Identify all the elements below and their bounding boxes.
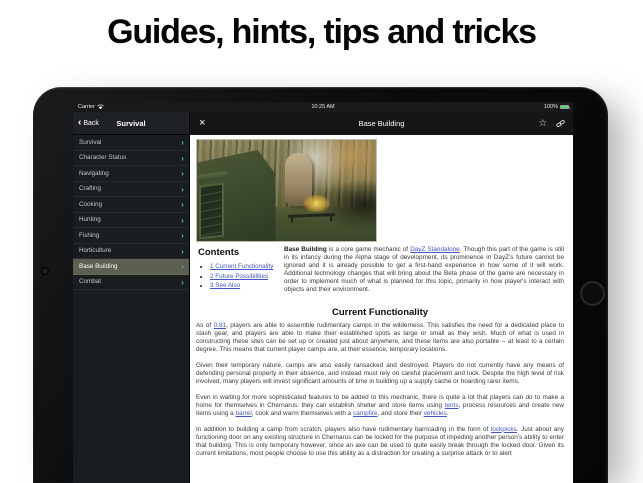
contents-title: Contents bbox=[198, 247, 240, 258]
sidebar-item-crafting[interactable] bbox=[73, 182, 189, 198]
contents-link-current-functionality[interactable]: 1 Current Functionality bbox=[210, 263, 274, 271]
close-icon[interactable]: × bbox=[199, 117, 206, 129]
sidebar-title: Survival bbox=[116, 119, 146, 128]
article-link[interactable]: campfire bbox=[353, 410, 378, 417]
battery-percent: 100% bbox=[543, 104, 558, 110]
chevron-right-icon: › bbox=[181, 230, 184, 240]
text-segment: . Though this part of the game is still in its infancy during the Alpha stage of development, its prominence in DayZ's future cannot be ignored and it is already possible to get a first-hand experience in how some of it will work. Additional technology changes that will bring about the Beta phase of the game are necessary in order to implement much of what is planned for this topic, primarily in how player's interact with objects and their environment. bbox=[284, 246, 564, 294]
sidebar-item-label: Horticulture bbox=[79, 247, 112, 255]
sidebar-item-label: Cooking bbox=[79, 200, 103, 208]
ipad-screen bbox=[73, 102, 573, 483]
carrier-label: Carrier bbox=[78, 104, 95, 110]
sidebar bbox=[73, 112, 190, 483]
sidebar-item-horticulture[interactable] bbox=[73, 244, 189, 260]
sidebar-item-label: Combat bbox=[79, 278, 102, 286]
status-time: 10:25 AM bbox=[311, 104, 335, 110]
sidebar-navbar bbox=[73, 112, 189, 135]
contents-list-item bbox=[210, 281, 284, 291]
campsite-photo bbox=[196, 139, 377, 242]
share-link-icon[interactable] bbox=[556, 119, 565, 128]
text-segment: , and store their bbox=[377, 410, 424, 417]
contents-box bbox=[196, 246, 284, 291]
sidebar-item-label: Navigating bbox=[79, 169, 109, 177]
article-link[interactable]: barrel bbox=[235, 410, 252, 417]
ipad-device bbox=[33, 87, 608, 483]
sidebar-item-label: Crafting bbox=[79, 185, 102, 193]
text-segment: Even in waiting for more sophisticated features to be added to this mechanic, there is quite a lot that players can do to make a home for themselves in Chernarus: they can establish shelter and store items using bbox=[196, 393, 564, 409]
chevron-right-icon: › bbox=[181, 168, 184, 178]
intro-paragraph bbox=[284, 246, 564, 295]
sidebar-item-base-building[interactable] bbox=[73, 259, 189, 275]
article-paragraph bbox=[196, 322, 564, 354]
contents-list-item bbox=[210, 262, 284, 272]
sidebar-item-fishing[interactable] bbox=[73, 228, 189, 244]
chevron-right-icon: › bbox=[181, 261, 184, 271]
chevron-right-icon: › bbox=[181, 152, 184, 163]
contents-list bbox=[198, 262, 284, 291]
sidebar-item-label: Character Status bbox=[79, 154, 127, 162]
article-link[interactable]: tents bbox=[444, 401, 459, 409]
status-bar bbox=[73, 102, 573, 112]
article-link[interactable]: lockpicks bbox=[490, 425, 517, 433]
chevron-right-icon: › bbox=[181, 199, 184, 209]
front-camera bbox=[42, 268, 48, 274]
text-segment: is a core game mechanic of bbox=[326, 246, 411, 253]
tent-roll bbox=[196, 171, 228, 182]
content-area bbox=[190, 112, 573, 483]
article bbox=[190, 135, 573, 483]
tent-window bbox=[199, 183, 224, 239]
text-segment: Given their temporary nature, camps are also easily ransacked and destroyed. Players do not currently have any means of defending personal property in their absence, and instead must rely on careful placement and luck. Despite the high level of risk involved, many players will invest significant amounts of time in building up a supply cache or hoarding rarer items. bbox=[196, 362, 564, 386]
text-segment: . bbox=[446, 410, 449, 417]
article-link[interactable]: vehicles bbox=[423, 410, 447, 417]
article-link[interactable]: DayZ Standalone bbox=[410, 246, 460, 253]
sidebar-item-combat[interactable] bbox=[73, 275, 189, 291]
back-chevron-icon: ‹ bbox=[78, 117, 82, 128]
contents-link-see-also[interactable]: 3 See Also bbox=[210, 282, 241, 290]
campfire-glow bbox=[304, 195, 329, 212]
sidebar-item-label: Fishing bbox=[79, 231, 100, 239]
chevron-right-icon: › bbox=[181, 276, 184, 287]
sidebar-item-label: Base Building bbox=[79, 262, 118, 270]
headline: Guides, hints, tips and tricks bbox=[107, 13, 536, 51]
contents-link-future-possibilities[interactable]: 2 Future Possibilities bbox=[210, 272, 269, 280]
text-segment: , players are able to assemble rudimentary camps in the wilderness. This satisfies the need for a dedicated place to stash gear, and players are able to make their established spots as large or small as they wish. Much of what is used in constructing these sites can be set up or created just about anywhere, and these items are also portable -- at least to a certain degree. This means that current player camps are, at their essence, temporary locations. bbox=[196, 322, 564, 354]
text-segment: . Just about any functioning door on any existing structure in Chernarus can be locked for the purpose of impeding another person's ability to enter that building. This is only temporary however, since an axe can be used to quite easily break through the locked door. Given its current limitations, most people choose to use this ability as a distraction for creating a surprise attack or to alert bbox=[196, 425, 564, 457]
article-link[interactable]: 0.61 bbox=[213, 322, 227, 330]
article-paragraph bbox=[196, 362, 564, 386]
contents-list-item bbox=[210, 272, 284, 282]
text-segment: Base Building bbox=[284, 246, 327, 253]
section-heading: Current Functionality bbox=[331, 307, 429, 319]
content-navbar bbox=[190, 112, 573, 135]
article-paragraph bbox=[196, 394, 564, 418]
military-tent bbox=[196, 150, 276, 242]
text-segment: , cook and warm themselves with a bbox=[251, 410, 354, 417]
article-paragraph bbox=[196, 426, 564, 458]
page-title: Base Building bbox=[358, 119, 405, 128]
sidebar-item-label: Hunting bbox=[79, 216, 101, 224]
favorite-star-icon[interactable]: ☆ bbox=[538, 117, 547, 129]
sidebar-item-character-status[interactable] bbox=[73, 151, 189, 167]
sidebar-item-navigating[interactable] bbox=[73, 166, 189, 182]
home-button[interactable] bbox=[580, 281, 605, 306]
back-label: Back bbox=[83, 120, 99, 127]
text-segment: As of bbox=[196, 322, 214, 330]
text-segment: , process resources and create new items using a bbox=[196, 401, 564, 417]
chevron-right-icon: › bbox=[181, 214, 184, 225]
sidebar-item-survival[interactable] bbox=[73, 135, 189, 151]
chevron-right-icon: › bbox=[181, 183, 184, 194]
battery-icon bbox=[560, 105, 569, 110]
sidebar-item-hunting[interactable] bbox=[73, 213, 189, 229]
chevron-right-icon: › bbox=[181, 245, 184, 256]
sidebar-item-cooking[interactable] bbox=[73, 197, 189, 213]
sidebar-item-label: Survival bbox=[79, 138, 102, 146]
chevron-right-icon: › bbox=[181, 137, 184, 147]
text-segment: In addition to building a camp from scratch, players also have rudimentary barricading in the form of bbox=[196, 425, 491, 433]
